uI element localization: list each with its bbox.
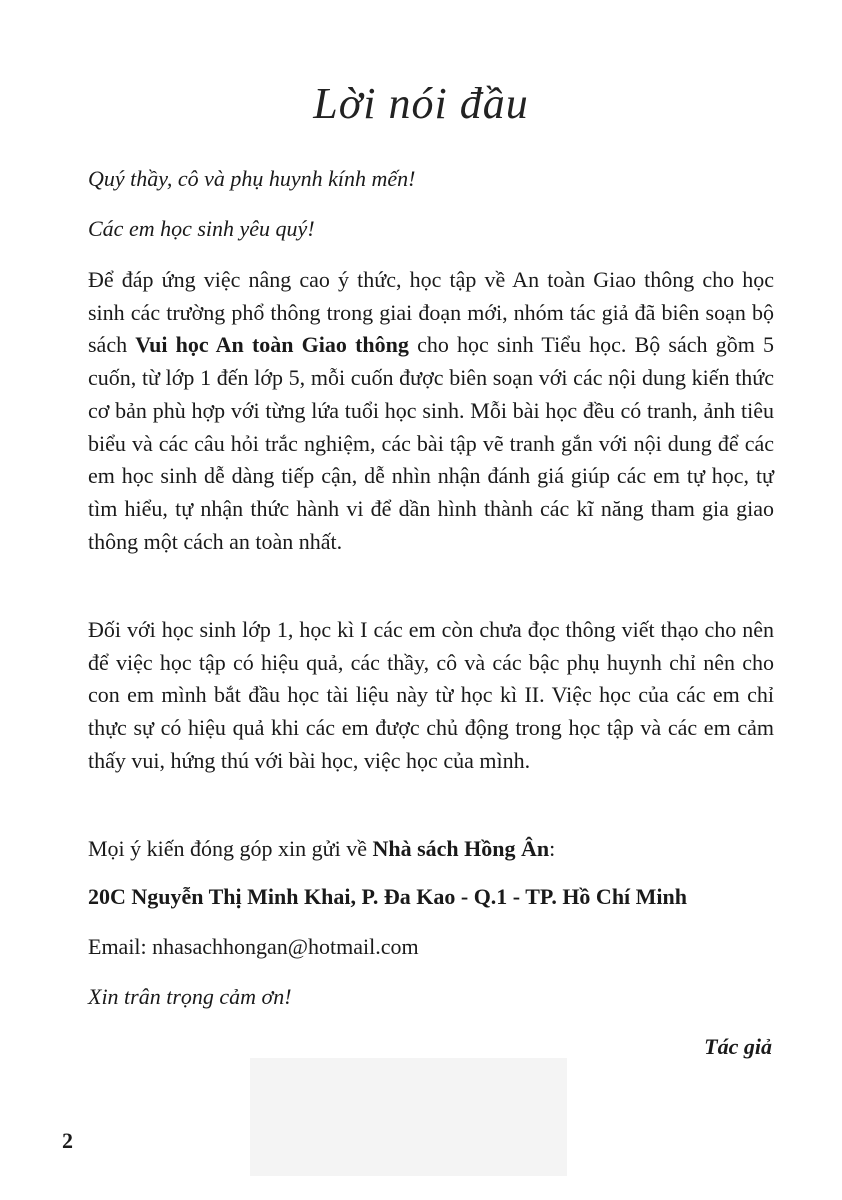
- greeting-line-2: Các em học sinh yêu quý!: [88, 216, 315, 241]
- greeting-line-1: Quý thầy, cô và phụ huynh kính mến!: [88, 166, 416, 191]
- intro-paragraph-text-end: cho học sinh Tiểu học. Bộ sách gồm 5 cuốn, từ lớp 1 đến lớp 5, mỗi cuốn được biên soạn với các nội dung kiến thức cơ bản phù hợp với từng lứa tuổi học sinh. Mỗi bài học đều có tranh, ảnh tiêu biểu và các câu hỏi trắc nghiệm, các bài tập vẽ tranh gắn với nội dung để các em học sinh dễ dàng tiếp cận, dễ nhìn nhận đánh giá giúp các em tự học, tự tìm hiểu, tự nhận thức hành vi để dần hình thành các kĩ năng tham gia giao thông một cách an toàn nhất.: [88, 332, 774, 554]
- feedback-colon: :: [549, 836, 556, 861]
- page-number: 2: [62, 1128, 73, 1153]
- thanks-line: Xin trân trọng cảm ơn!: [88, 984, 292, 1009]
- email-line: Email: nhasachhongan@hotmail.com: [88, 934, 419, 959]
- publisher-name: Nhà sách Hồng Ân: [372, 836, 550, 861]
- author-signature: Tác giả: [704, 1034, 772, 1059]
- book-series-name: Vui học An toàn Giao thông: [135, 332, 409, 358]
- publisher-address: 20C Nguyễn Thị Minh Khai, P. Đa Kao - Q.1 - TP. Hồ Chí Minh: [88, 884, 688, 909]
- usage-paragraph: Đối với học sinh lớp 1, học kì I các em còn chưa đọc thông viết thạo cho nên để việc học tập có hiệu quả, các thầy, cô và các bậc phụ huynh chỉ nên cho con em mình bắt đầu học tài liệu này từ học kì II. Việc học của các em chỉ thực sự có hiệu quả khi các em được chủ động trong học tập và các em cảm thấy vui, hứng thú với bài học, việc học của mình.: [88, 617, 774, 773]
- intro-paragraph: [88, 264, 774, 558]
- intro-paragraph-text-start: Để đáp ứng việc nâng cao ý thức, học tập về An toàn Giao thông cho học sinh các trường phổ thông trong giai đoạn mới, nhóm tác giả đã biên soạn bộ sách: [88, 267, 774, 358]
- feedback-text: Mọi ý kiến đóng góp xin gửi về: [88, 836, 373, 861]
- feedback-line: [88, 836, 555, 862]
- blank-box: [250, 1058, 567, 1176]
- page-title: Lời nói đầu: [313, 79, 529, 128]
